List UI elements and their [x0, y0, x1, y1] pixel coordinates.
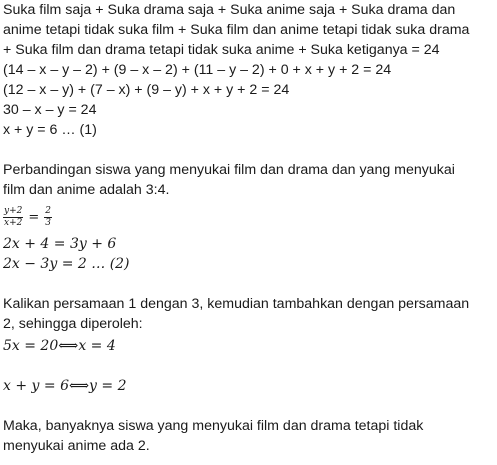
math-equation: 5x = 20⟺x = 4: [3, 338, 116, 354]
text-line: film dan anime adalah 3:4.: [3, 182, 170, 198]
text-line: Kalikan persamaan 1 dengan 3, kemudian tambahkan dengan persamaan: [3, 296, 470, 312]
fraction-right: $\frac{2}{3}$: [45, 205, 51, 228]
text-line: anime tetapi tidak suka film + Suka film dan anime tetapi tidak suka drama: [3, 22, 470, 38]
text-line: Perbandingan siswa yang menyukai film dan drama dan yang menyukai: [3, 162, 455, 178]
equation-line: (12 – x – y) + (7 – x) + (9 – y) + x + y + 2 = 24: [3, 82, 290, 98]
text-line: menyukai anime ada 2.: [3, 438, 150, 454]
math-equation: 2x + 4 = 3y + 6: [3, 236, 117, 252]
text-line: Suka film saja + Suka drama saja + Suka anime saja + Suka drama dan: [3, 2, 456, 18]
ratio-equation: [3, 200, 493, 234]
equation-line: x + y = 6 … (1): [3, 122, 97, 138]
math-equation: 2x − 3y = 2 … (2): [3, 256, 130, 272]
document-body: [3, 0, 493, 456]
equals-sign: =: [28, 209, 40, 225]
fraction-left: $\frac{y+2}{x+2}$: [4, 205, 23, 228]
text-line: + Suka film dan drama tetapi tidak suka anime + Suka ketiganya = 24: [3, 42, 440, 58]
equation-line: (14 – x – y – 2) + (9 – x – 2) + (11 – y – 2) + 0 + x + y + 2 = 24: [3, 62, 392, 78]
math-equation: x + y = 6⟺y = 2: [3, 378, 127, 394]
text-line: Maka, banyaknya siswa yang menyukai film dan drama tetapi tidak: [3, 418, 424, 434]
text-line: 2, sehingga diperoleh:: [3, 316, 143, 332]
equation-line: 30 – x – y = 24: [3, 102, 97, 118]
